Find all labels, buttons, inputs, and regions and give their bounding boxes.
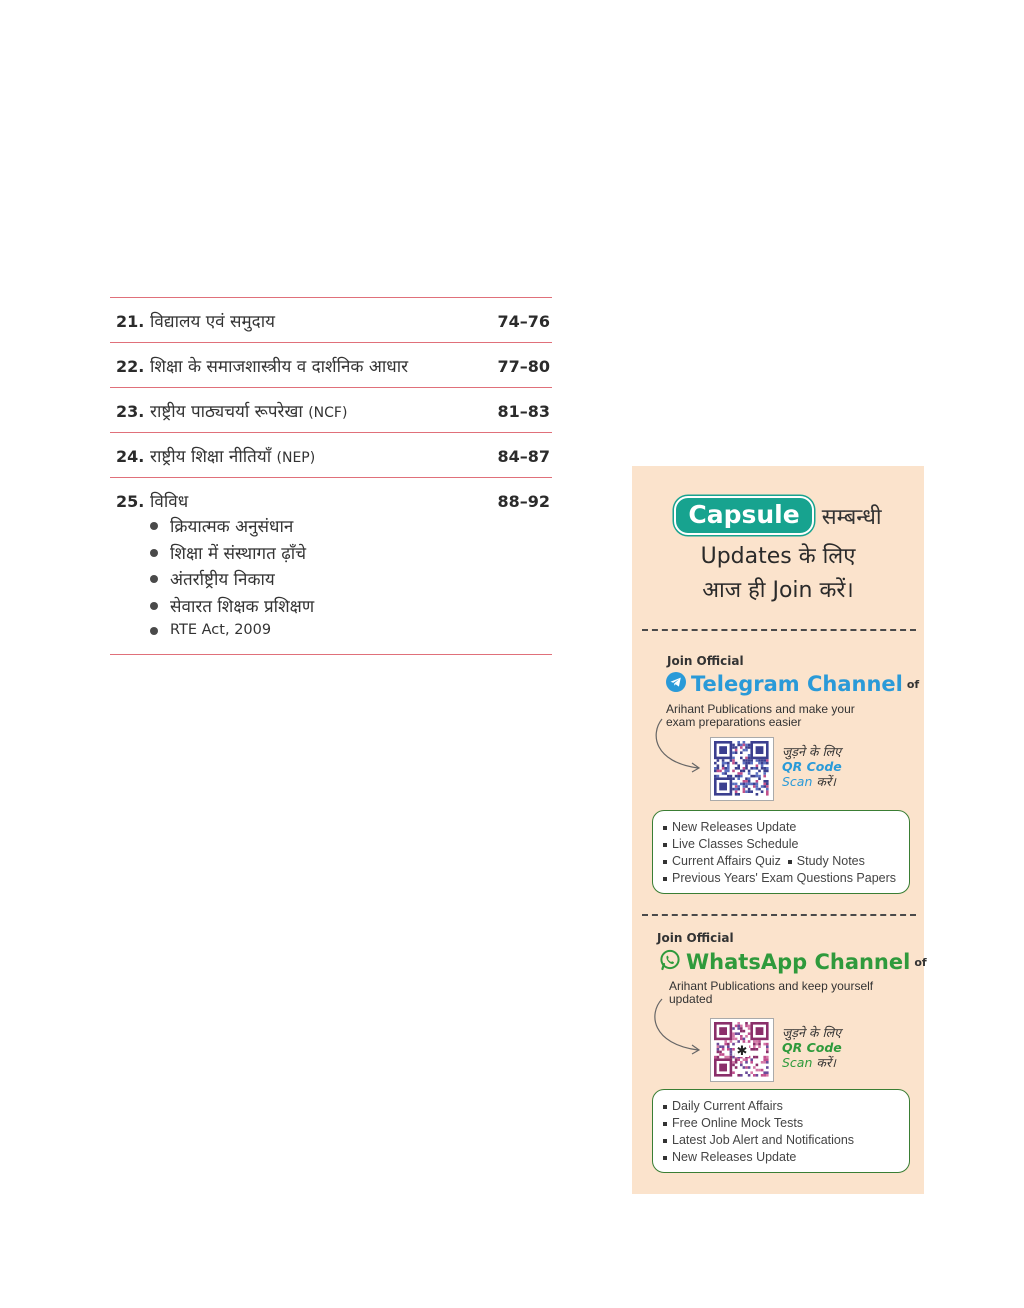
whatsapp-qr-code[interactable] [710,1018,774,1082]
toc-subitem [150,620,314,649]
toc-title: विविध [150,492,189,512]
square-bullet-icon [663,826,667,830]
qr-scan-text: Scan [782,774,813,789]
capsule-word: सम्बन्धी [821,504,882,530]
qr-scan-line [782,774,842,789]
square-bullet-icon [663,877,667,881]
toc-number: 22. [116,357,145,376]
toc-pages: 74–76 [497,312,550,331]
telegram-icon [666,672,686,696]
square-bullet-icon [663,1105,667,1109]
whatsapp-channel-name: WhatsApp Channel [686,950,911,974]
feature-text: Live Classes Schedule [672,837,799,851]
bullet-icon [150,575,158,583]
bullet-icon [150,602,158,610]
promo-line-updates: Updates के लिए [700,544,856,569]
toc-title-text: राष्ट्रीय पाठ्यचर्या रूपरेखा [150,402,303,422]
whatsapp-description: Arihant Publications and keep yourself updated [669,979,874,1006]
qr-scan-line [782,1055,842,1070]
dashed-divider [642,629,916,631]
curved-arrow-icon [652,716,712,776]
toc-number: 21. [116,312,145,331]
square-bullet-icon [663,1156,667,1160]
curved-arrow-icon [650,996,712,1058]
toc-entry-21 [110,297,552,342]
feature-text: New Releases Update [672,1150,797,1164]
toc-title: शिक्षा के समाजशास्त्रीय व दार्शनिक आधार [150,357,409,377]
bullet-icon [150,627,158,635]
toc-entry-23 [110,387,552,432]
feature-text: Free Online Mock Tests [672,1116,804,1130]
feature-item [663,1098,903,1115]
square-bullet-icon [663,860,667,864]
toc-title-abbr: (NCF) [308,405,348,421]
toc-title-abbr: (NEP) [276,450,316,466]
qr-hint-text: जुड़ने के लिए [782,1025,842,1040]
toc-subitem [150,541,314,568]
toc-entry-22 [110,342,552,387]
toc-title-text: राष्ट्रीय शिक्षा नीतियाँ [150,447,272,467]
telegram-join-official: Join Official [667,654,744,668]
channel-of: of [914,955,927,969]
feature-item [663,870,903,887]
qr-code-text: QR Code [782,1040,842,1055]
toc-number: 25. [116,492,145,511]
toc-pages: 81–83 [497,402,550,421]
feature-text: Current Affairs Quiz [672,854,781,868]
feature-text: Previous Years' Exam Questions Papers [672,871,897,885]
toc-number: 23. [116,402,145,421]
toc-subitem-text: क्रियात्मक अनुसंधान [170,517,294,537]
toc-pages: 88–92 [497,492,550,511]
telegram-qr-caption [782,744,842,789]
telegram-qr-code[interactable] [710,737,774,801]
whatsapp-channel-title [659,949,927,975]
toc-bottom-rule [110,654,552,655]
toc-subitem [150,567,314,594]
capsule-heading [632,496,924,535]
telegram-channel-title [666,672,919,696]
toc-subitem [150,514,314,541]
toc-subitem-text: शिक्षा में संस्थागत ढ़ाँचे [170,543,306,564]
whatsapp-join-official: Join Official [657,931,734,945]
toc-title: विद्यालय एवं समुदाय [150,312,275,332]
table-of-contents [110,297,552,655]
square-bullet-icon [788,860,792,864]
toc-title [150,399,347,422]
toc-subitem [150,594,314,621]
feature-item [663,1149,903,1166]
toc-pages: 84–87 [497,447,550,466]
toc-pages: 77–80 [497,357,550,376]
telegram-features-box [652,810,910,894]
qr-scan-text: Scan [782,1055,813,1070]
feature-item [663,819,903,836]
toc-title [150,444,315,467]
feature-item [663,1132,903,1149]
toc-subitem-text: RTE Act, 2009 [170,622,272,638]
telegram-channel-name: Telegram Channel [691,672,903,696]
square-bullet-icon [663,1139,667,1143]
feature-item [663,853,903,870]
toc-number: 24. [116,447,145,466]
whatsapp-features-box [652,1089,910,1173]
bullet-icon [150,522,158,530]
capsule-promo-panel [632,466,927,1194]
qr-code-text: QR Code [782,759,842,774]
square-bullet-icon [663,843,667,847]
qr-hint-text: जुड़ने के लिए [782,744,842,759]
feature-item [663,1115,903,1132]
qr-scan-suffix: करें। [816,1055,836,1070]
toc-subitem-text: अंतर्राष्ट्रीय निकाय [170,570,275,590]
square-bullet-icon [663,1122,667,1126]
feature-text: Study Notes [796,854,865,868]
svg-text:✱: ✱ [736,1044,748,1059]
whatsapp-icon [659,949,681,975]
toc-entry-25 [110,477,552,654]
qr-scan-suffix: करें। [816,774,836,789]
promo-line-join: आज ही Join करें। [702,578,854,603]
bullet-icon [150,549,158,557]
telegram-description: Arihant Publications and make your exam preparations easier [666,702,855,729]
feature-text: New Releases Update [672,820,797,834]
dashed-divider [642,914,916,916]
feature-text: Latest Job Alert and Notifications [672,1133,855,1147]
toc-sublist [150,514,314,649]
qr-pattern-icon [711,738,773,800]
qr-pattern-icon [711,1019,773,1081]
whatsapp-qr-caption [782,1025,842,1070]
toc-subitem-text: सेवारत शिक्षक प्रशिक्षण [170,596,315,617]
feature-item [663,836,903,853]
feature-text: Daily Current Affairs [672,1099,783,1113]
capsule-badge: Capsule [674,496,813,535]
toc-entry-24 [110,432,552,477]
channel-of: of [906,677,920,691]
